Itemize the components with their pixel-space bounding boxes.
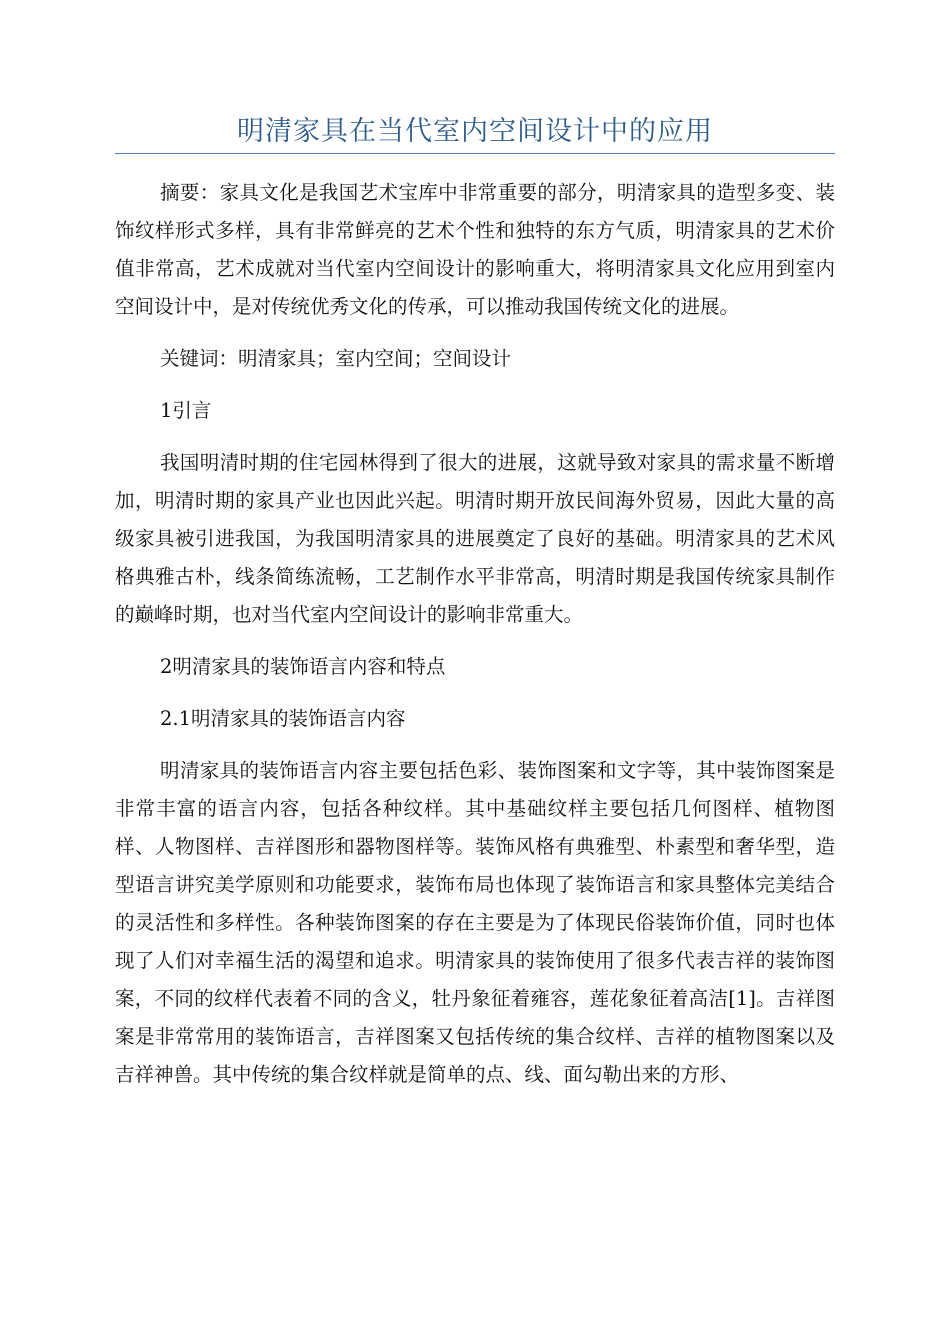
keywords-line: 关键词：明清家具；室内空间；空间设计 [160, 347, 512, 370]
abstract-paragraph: 摘要：家具文化是我国艺术宝库中非常重要的部分，明清家具的造型多变、装饰纹样形式多样，具有非常鲜亮的艺术个性和独特的东方气质，明清家具的艺术价值非常高，艺术成就对当代室内空间设计的影响重大，将明清家具文化应用到室内空间设计中，是对传统优秀文化的传承，可以推动我国传统文化的进展。 [115, 181, 835, 318]
section-1-paragraph: 我国明清时期的住宅园林得到了很大的进展，这就导致对家具的需求量不断增加，明清时期的家具产业也因此兴起。明清时期开放民间海外贸易，因此大量的高级家具被引进我国，为我国明清家具的进展奠定了良好的基础。明清家具的艺术风格典雅古朴，线条简练流畅，工艺制作水平非常高，明清时期是我国传统家具制作的巅峰时期，也对当代室内空间设计的影响非常重大。 [115, 451, 835, 626]
section-2-1-paragraph: 明清家具的装饰语言内容主要包括色彩、装饰图案和文字等，其中装饰图案是非常丰富的语言内容，包括各种纹样。其中基础纹样主要包括几何图样、植物图样、人物图样、吉祥图形和器物图样等。装饰风格有典雅型、朴素型和奢华型，造型语言讲究美学原则和功能要求，装饰布局也体现了装饰语言和家具整体完美结合的灵活性和多样性。各种装饰图案的存在主要是为了体现民俗装饰价值，同时也体现了人们对幸福生活的渴望和追求。明清家具的装饰使用了很多代表吉祥的装饰图案，不同的纹样代表着不同的含义，牡丹象征着雍容，莲花象征着高洁[1]。吉祥图案是非常常用的装饰语言，吉祥图案又包括传统的集合纹样、吉祥的植物图案以及吉祥神兽。其中传统的集合纹样就是简单的点、线、面勾勒出来的方形、 [115, 759, 835, 1086]
document-body [115, 174, 835, 1094]
title-underline [115, 153, 835, 154]
section-2-heading: 2明清家具的装饰语言内容和特点 [160, 655, 446, 678]
section-1-heading: 1引言 [160, 399, 212, 422]
section-2-1-heading: 2.1明清家具的装饰语言内容 [160, 707, 406, 730]
document-title: 明清家具在当代室内空间设计中的应用 [237, 116, 713, 147]
